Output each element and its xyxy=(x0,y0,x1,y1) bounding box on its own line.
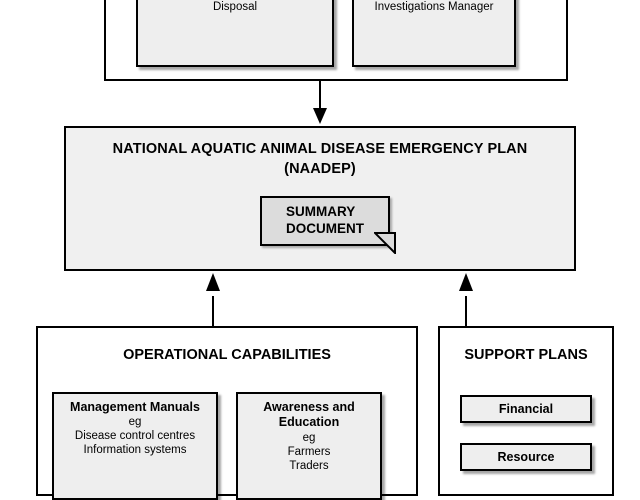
awareness-education-item-0: Farmers xyxy=(238,445,380,459)
top-left-box xyxy=(136,0,334,67)
support-plans-title: SUPPORT PLANS xyxy=(438,347,614,363)
awareness-education-item-1: Traders xyxy=(238,459,380,473)
summary-document-sheet xyxy=(260,196,390,246)
summary-document xyxy=(260,196,390,246)
support-plan-financial xyxy=(460,395,592,423)
support-plan-financial-label: Financial xyxy=(499,402,553,416)
management-manuals-item-1: Information systems xyxy=(54,443,216,457)
management-manuals-item-0: Disease control centres xyxy=(54,429,216,443)
page-fold-icon xyxy=(374,232,396,254)
awareness-education-eg-label: eg xyxy=(238,431,380,445)
summary-document-line-2: DOCUMENT xyxy=(286,221,364,238)
support-plan-resource xyxy=(460,443,592,471)
management-manuals-box xyxy=(52,392,218,500)
awareness-education-box xyxy=(236,392,382,500)
naadep-title xyxy=(66,140,574,179)
top-left-item-2: Disposal xyxy=(138,0,332,14)
naadep-title-line-1: NATIONAL AQUATIC ANIMAL DISEASE EMERGENCY PLAN xyxy=(66,140,574,160)
operational-capabilities-title: OPERATIONAL CAPABILITIES xyxy=(36,347,418,363)
management-manuals-header: Management Manuals xyxy=(54,400,216,415)
naadep-title-line-2: (NAADEP) xyxy=(66,160,574,180)
top-right-item-2: Investigations Manager xyxy=(354,0,514,14)
awareness-education-header: Awareness and Education xyxy=(238,400,380,431)
management-manuals-eg-label: eg xyxy=(54,415,216,429)
support-plan-resource-label: Resource xyxy=(498,450,555,464)
top-right-box xyxy=(352,0,516,67)
summary-document-line-1: SUMMARY xyxy=(286,204,364,221)
